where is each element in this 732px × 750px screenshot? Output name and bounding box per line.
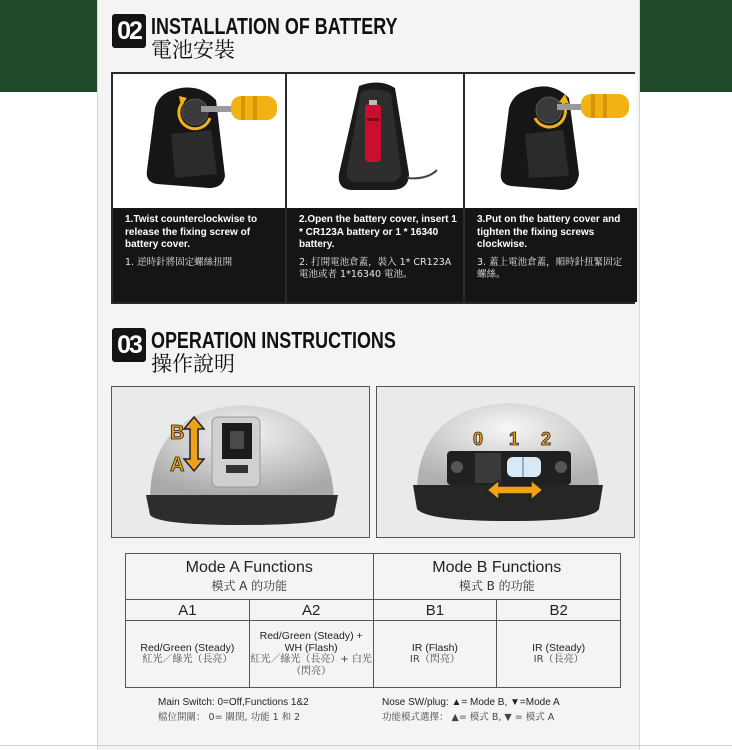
step-1-illustration: [113, 74, 285, 208]
step-1-text-zh: 1. 逆時針將固定螺絲扭開: [125, 256, 233, 268]
b1-function-en: IR (Flash): [411, 642, 458, 654]
mode-b-header: [373, 554, 621, 600]
battery-icon: [365, 104, 381, 162]
b2-function-zh: IR（長亮）: [533, 654, 584, 665]
operation-photos: [111, 386, 635, 538]
manual-page: [97, 0, 640, 750]
install-step-2: [287, 74, 465, 302]
cell-b1: [373, 621, 497, 688]
battery-install-steps: [111, 72, 635, 304]
step-3-illustration: [465, 74, 637, 208]
switch-position-2: 2: [541, 429, 552, 449]
top-left-green-band: [0, 0, 97, 92]
install-section-number: 02: [112, 14, 146, 48]
cell-a2: [249, 621, 373, 688]
mode-switch-photo: [111, 386, 370, 538]
b2-function-en: IR (Steady): [532, 642, 586, 654]
mode-b-subtitle: 模式 B 的功能: [458, 579, 535, 593]
install-step-1: [113, 74, 287, 302]
switch-position-0: 0: [473, 429, 484, 449]
nose-switch-note-en: Nose SW/plug: ▲= Mode B, ▼=Mode A: [382, 697, 560, 708]
label-a: A: [170, 454, 185, 476]
operation-section-number: 03: [112, 328, 146, 362]
mode-functions-table: [125, 553, 621, 688]
step-1-text-en: 1.Twist counterclockwise to release the fixing screw of battery cover.: [125, 214, 258, 250]
nose-switch-note-zh: 功能模式選擇： ▲= 模式 B, ▼ = 模式 A: [382, 712, 555, 723]
a2-function-zh: 紅光／綠光（長亮）+ 白光（閃亮）: [250, 654, 372, 677]
col-b2-header: B2: [497, 600, 621, 621]
mode-a-header: [126, 554, 374, 600]
b1-function-zh: IR（閃亮）: [409, 654, 460, 665]
a2-function-en: Red/Green (Steady) + WH (Flash): [259, 630, 363, 654]
top-right-green-band: [640, 0, 732, 92]
nose-switch-note: [382, 695, 560, 725]
main-switch-note-en: Main Switch: 0=Off,Functions 1&2: [158, 697, 309, 708]
operation-section-header: [112, 328, 465, 376]
main-switch-note-zh: 檔位開關： 0= 關閉, 功能 1 和 2: [158, 712, 301, 723]
main-switch-note: [158, 695, 309, 725]
install-section-title: INSTALLATION OF BATTERY: [151, 13, 398, 39]
operation-section-title: OPERATION INSTRUCTIONS: [151, 327, 396, 353]
bottom-divider: [0, 745, 732, 746]
mode-b-title: Mode B Functions: [432, 559, 562, 576]
cell-b2: [497, 621, 621, 688]
mode-a-subtitle: 模式 A 的功能: [211, 579, 288, 593]
main-switch-photo: [376, 386, 635, 538]
col-b1-header: B1: [373, 600, 497, 621]
a1-function-en: Red/Green (Steady): [140, 642, 235, 654]
mode-a-title: Mode A Functions: [185, 559, 313, 576]
a1-function-zh: 紅光／綠光（長亮）: [142, 654, 233, 665]
install-step-3: [465, 74, 637, 302]
install-section-header: [112, 14, 467, 62]
col-a2-header: A2: [249, 600, 373, 621]
step-2-text-en: 2.Open the battery cover, insert 1 * CR123A battery or 1 * 16340 battery.: [299, 214, 457, 250]
cell-a1: [126, 621, 250, 688]
col-a1-header: A1: [126, 600, 250, 621]
label-b: B: [170, 422, 185, 444]
operation-section-subtitle: 操作說明: [151, 352, 235, 376]
step-3-text-zh: 3. 蓋上電池倉蓋，順時針扭緊固定螺絲。: [477, 256, 623, 280]
install-section-subtitle: 電池安裝: [151, 38, 235, 62]
step-2-illustration: [287, 74, 463, 208]
switch-position-1: 1: [509, 429, 520, 449]
step-2-text-zh: 2. 打開電池倉蓋，裝入 1* CR123A 電池或者 1*16340 電池。: [299, 256, 452, 280]
step-3-text-en: 3.Put on the battery cover and tighten the fixing screws clockwise.: [477, 214, 621, 250]
